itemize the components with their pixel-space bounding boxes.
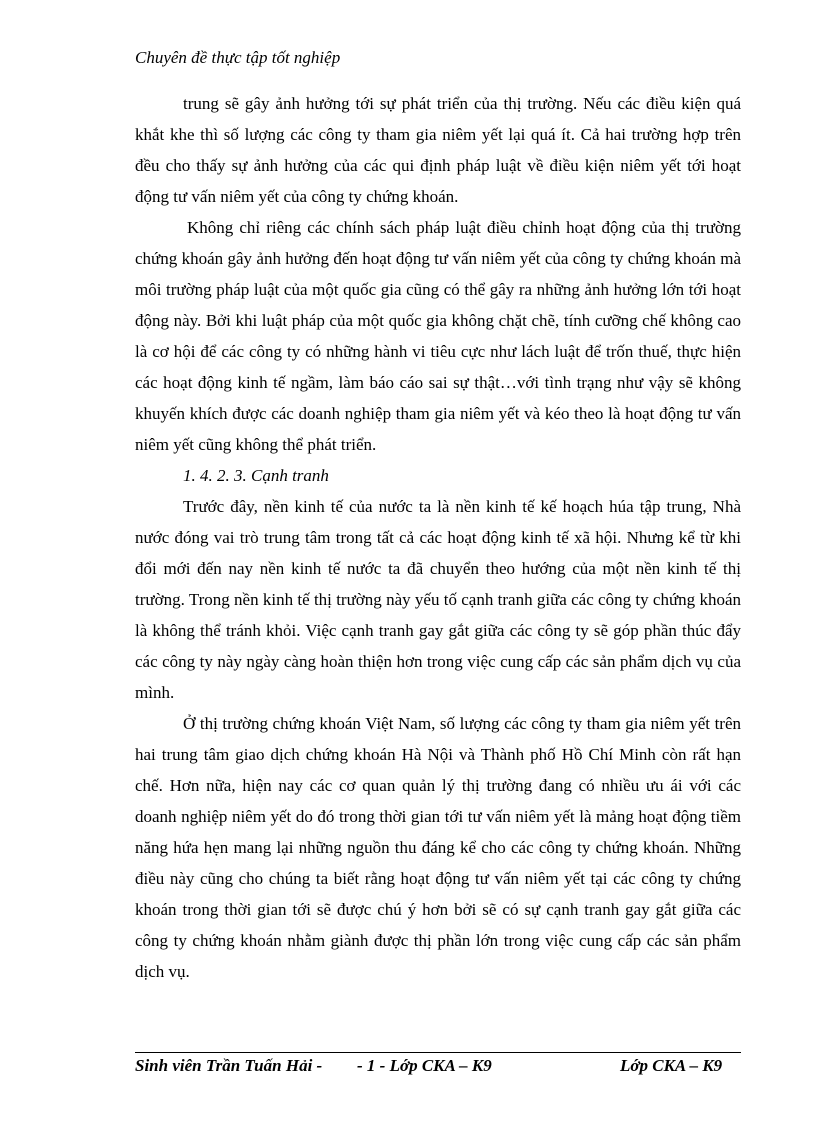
paragraph: Không chỉ riêng các chính sách pháp luật điều chỉnh hoạt động của thị trường chứng khoán gây ảnh hưởng đến hoạt động tư vấn niêm yết của công ty chứng khoán mà môi trường pháp luật của một quốc gia cũng có thể gây ra những ảnh hưởng lớn tới hoạt động này. Bởi khi luật pháp của một quốc gia không chặt chẽ, tính cưỡng chế không cao là cơ hội để các công ty có những hành vi tiêu cực như lách luật để trốn thuế, thực hiện các hoạt động kinh tế ngầm, làm báo cáo sai sự thật…với tình trạng như vậy sẽ không khuyến khích được các doanh nghiệp tham gia niêm yết và kéo theo là hoạt động tư vấn niêm yết cũng không thể phát triển. [135, 218, 741, 454]
document-body [135, 88, 741, 987]
paragraph: Trước đây, nền kinh tế của nước ta là nền kinh tế kế hoạch húa tập trung, Nhà nước đóng vai trò trung tâm trong tất cả các hoạt động kinh tế xã hội. Nhưng kể từ khi đổi mới đến nay nền kinh tế nước ta đã chuyển theo hướng của một nền kinh tế thị trường. Trong nền kinh tế thị trường này yếu tố cạnh tranh giữa các công ty chứng khoán là không thể tránh khỏi. Việc cạnh tranh gay gắt giữa các công ty sẽ góp phần thúc đẩy các công ty này ngày càng hoàn thiện hơn trong việc cung cấp các sản phẩm dịch vụ của mình. [135, 497, 741, 702]
page-header: Chuyên đề thực tập tốt nghiệp [135, 48, 341, 67]
section-heading: 1. 4. 2. 3. Cạnh tranh [183, 466, 329, 485]
footer-author: Sinh viên Trần Tuấn Hải - [135, 1056, 323, 1075]
footer-page-number: - 1 - Lớp CKA – K9 [357, 1056, 492, 1075]
paragraph: trung sẽ gây ảnh hưởng tới sự phát triển của thị trường. Nếu các điều kiện quá khắt khe thì số lượng các công ty tham gia niêm yết lại quá ít. Cả hai trường hợp trên đều cho thấy sự ảnh hưởng của các qui định pháp luật về điều kiện niêm yết tới hoạt động tư vấn niêm yết của công ty chứng khoán. [135, 94, 741, 206]
footer-class: Lớp CKA – K9 [620, 1056, 723, 1075]
paragraph: Ở thị trường chứng khoán Việt Nam, số lượng các công ty tham gia niêm yết trên hai trung tâm giao dịch chứng khoán Hà Nội và Thành phố Hồ Chí Minh còn rất hạn chế. Hơn nữa, hiện nay các cơ quan quản lý thị trường đang có nhiều ưu ái với các doanh nghiệp niêm yết do đó trong thời gian tới tư vấn niêm yết là mảng hoạt động tiềm năng hứa hẹn mang lại những nguồn thu đáng kể cho các công ty chứng khoán. Những điều này cũng cho chúng ta biết rằng hoạt động tư vấn niêm yết tại các công ty chứng khoán trong thời gian tới sẽ được chú ý hơn bởi sẽ có sự cạnh tranh gay gắt giữa các công ty chứng khoán nhằm giành được thị phần lớn trong việc cung cấp các sản phẩm dịch vụ. [135, 714, 741, 981]
footer-divider [135, 1052, 741, 1053]
